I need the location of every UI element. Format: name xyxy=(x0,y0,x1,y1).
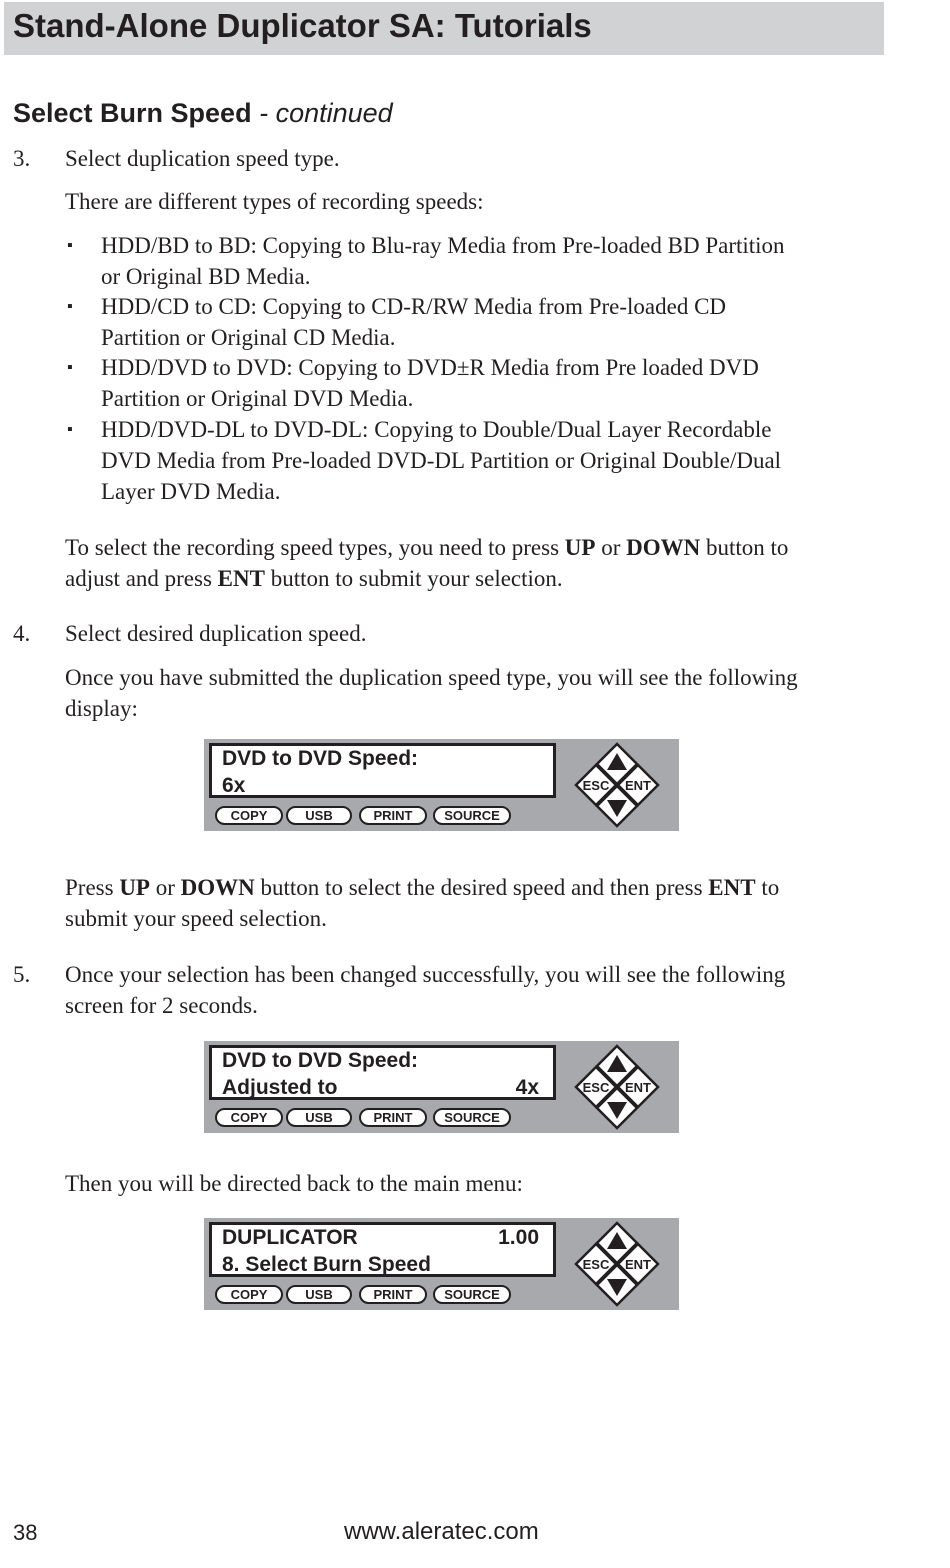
ent-label: ENT xyxy=(625,1080,651,1095)
bullet-marker: ▪ xyxy=(67,298,73,315)
copy-button[interactable]: COPY xyxy=(215,1108,283,1127)
ent-key-label: ENT xyxy=(217,566,265,591)
lcd-screen xyxy=(209,743,556,798)
navigation-keypad xyxy=(572,1043,662,1131)
copy-button[interactable]: COPY xyxy=(215,1285,283,1304)
usb-button[interactable]: USB xyxy=(286,1285,352,1304)
step4-desc-line-1: Once you have submitted the duplication speed type, you will see the following xyxy=(65,665,798,690)
lcd-line-1: DVD to DVD Speed: xyxy=(222,747,419,770)
step4-heading: Select desired duplication speed. xyxy=(65,621,367,646)
step3-heading: Select duplication speed type. xyxy=(65,146,340,171)
usb-button[interactable]: USB xyxy=(286,1108,352,1127)
lcd-screen xyxy=(209,1045,556,1100)
lcd-line-1: DVD to DVD Speed: xyxy=(222,1049,419,1072)
bullet-1-line-1: HDD/BD to BD: Copying to Blu-ray Media from Pre-loaded BD Partition xyxy=(101,233,785,258)
bullet-4-line-2: DVD Media from Pre-loaded DVD-DL Partition or Original Double/Dual xyxy=(101,448,782,473)
source-button[interactable]: SOURCE xyxy=(433,1285,511,1304)
bullet-3-line-2: Partition or Original DVD Media. xyxy=(101,386,414,411)
section-title-continued: - continued xyxy=(251,98,393,128)
section-title-main: Select Burn Speed xyxy=(13,98,252,128)
step5-line-2: screen for 2 seconds. xyxy=(65,993,258,1018)
ent-label: ENT xyxy=(625,778,651,793)
lcd-line-2: 6x xyxy=(222,774,246,797)
source-button[interactable]: SOURCE xyxy=(433,806,511,825)
step3-instruction-line-1: To select the recording speed types, you need to press UP or DOWN button to xyxy=(65,535,789,560)
step4-desc-line-2: display: xyxy=(65,696,138,721)
esc-label: ESC xyxy=(582,1257,610,1272)
ent-label: ENT xyxy=(625,1257,651,1272)
navigation-keypad xyxy=(572,741,662,829)
usb-button[interactable]: USB xyxy=(286,806,352,825)
print-button[interactable]: PRINT xyxy=(359,1285,427,1304)
ent-key-label: ENT xyxy=(708,875,756,900)
lcd-panel-speed-adjusted xyxy=(204,1041,679,1133)
step-number-3: 3. xyxy=(13,146,31,171)
step5-then: Then you will be directed back to the main menu: xyxy=(65,1171,523,1196)
bullet-4-line-1: HDD/DVD-DL to DVD-DL: Copying to Double/Dual Layer Recordable xyxy=(101,417,772,442)
step3-instruction-line-2: adjust and press ENT button to submit your selection. xyxy=(65,566,563,591)
lcd-line-2: 8. Select Burn Speed xyxy=(222,1253,431,1276)
bullet-marker: ▪ xyxy=(67,237,73,254)
step4-instruction-line-1: Press UP or DOWN button to select the desired speed and then press ENT to xyxy=(65,875,780,900)
esc-label: ESC xyxy=(582,1080,610,1095)
bullet-marker: ▪ xyxy=(67,359,73,376)
copy-button[interactable]: COPY xyxy=(215,806,283,825)
down-key-label: DOWN xyxy=(626,535,701,560)
bullet-3-line-1: HDD/DVD to DVD: Copying to DVD±R Media from Pre loaded DVD xyxy=(101,355,759,380)
lcd-screen xyxy=(209,1222,556,1277)
lcd-line-2: Adjusted to xyxy=(222,1076,338,1099)
up-key-label: UP xyxy=(564,535,596,560)
bullet-2-line-1: HDD/CD to CD: Copying to CD-R/RW Media from Pre-loaded CD xyxy=(101,294,727,319)
esc-label: ESC xyxy=(582,778,610,793)
step3-intro: There are different types of recording speeds: xyxy=(65,189,484,214)
step5-line-1: Once your selection has been changed successfully, you will see the following xyxy=(65,962,786,987)
up-key-label: UP xyxy=(119,875,150,900)
print-button[interactable]: PRINT xyxy=(359,806,427,825)
footer-url: www.aleratec.com xyxy=(344,1518,539,1545)
page-number: 38 xyxy=(13,1520,38,1545)
lcd-panel-main-menu xyxy=(204,1218,679,1310)
down-key-label: DOWN xyxy=(180,875,255,900)
step-number-5: 5. xyxy=(13,962,31,987)
bullet-marker: ▪ xyxy=(67,421,73,438)
bullet-4-line-3: Layer DVD Media. xyxy=(101,479,281,504)
section-title xyxy=(13,98,393,129)
print-button[interactable]: PRINT xyxy=(359,1108,427,1127)
navigation-keypad xyxy=(572,1220,662,1308)
page-header-title: Stand-Alone Duplicator SA: Tutorials xyxy=(13,7,592,44)
source-button[interactable]: SOURCE xyxy=(433,1108,511,1127)
lcd-line-1-value: 1.00 xyxy=(498,1226,539,1249)
bullet-2-line-2: Partition or Original CD Media. xyxy=(101,325,396,350)
lcd-line-1: DUPLICATOR xyxy=(222,1226,358,1249)
step4-instruction-line-2: submit your speed selection. xyxy=(65,906,327,931)
lcd-line-2-value: 4x xyxy=(515,1076,539,1099)
step-number-4: 4. xyxy=(13,621,31,646)
bullet-1-line-2: or Original BD Media. xyxy=(101,264,311,289)
lcd-panel-speed-select xyxy=(204,739,679,831)
